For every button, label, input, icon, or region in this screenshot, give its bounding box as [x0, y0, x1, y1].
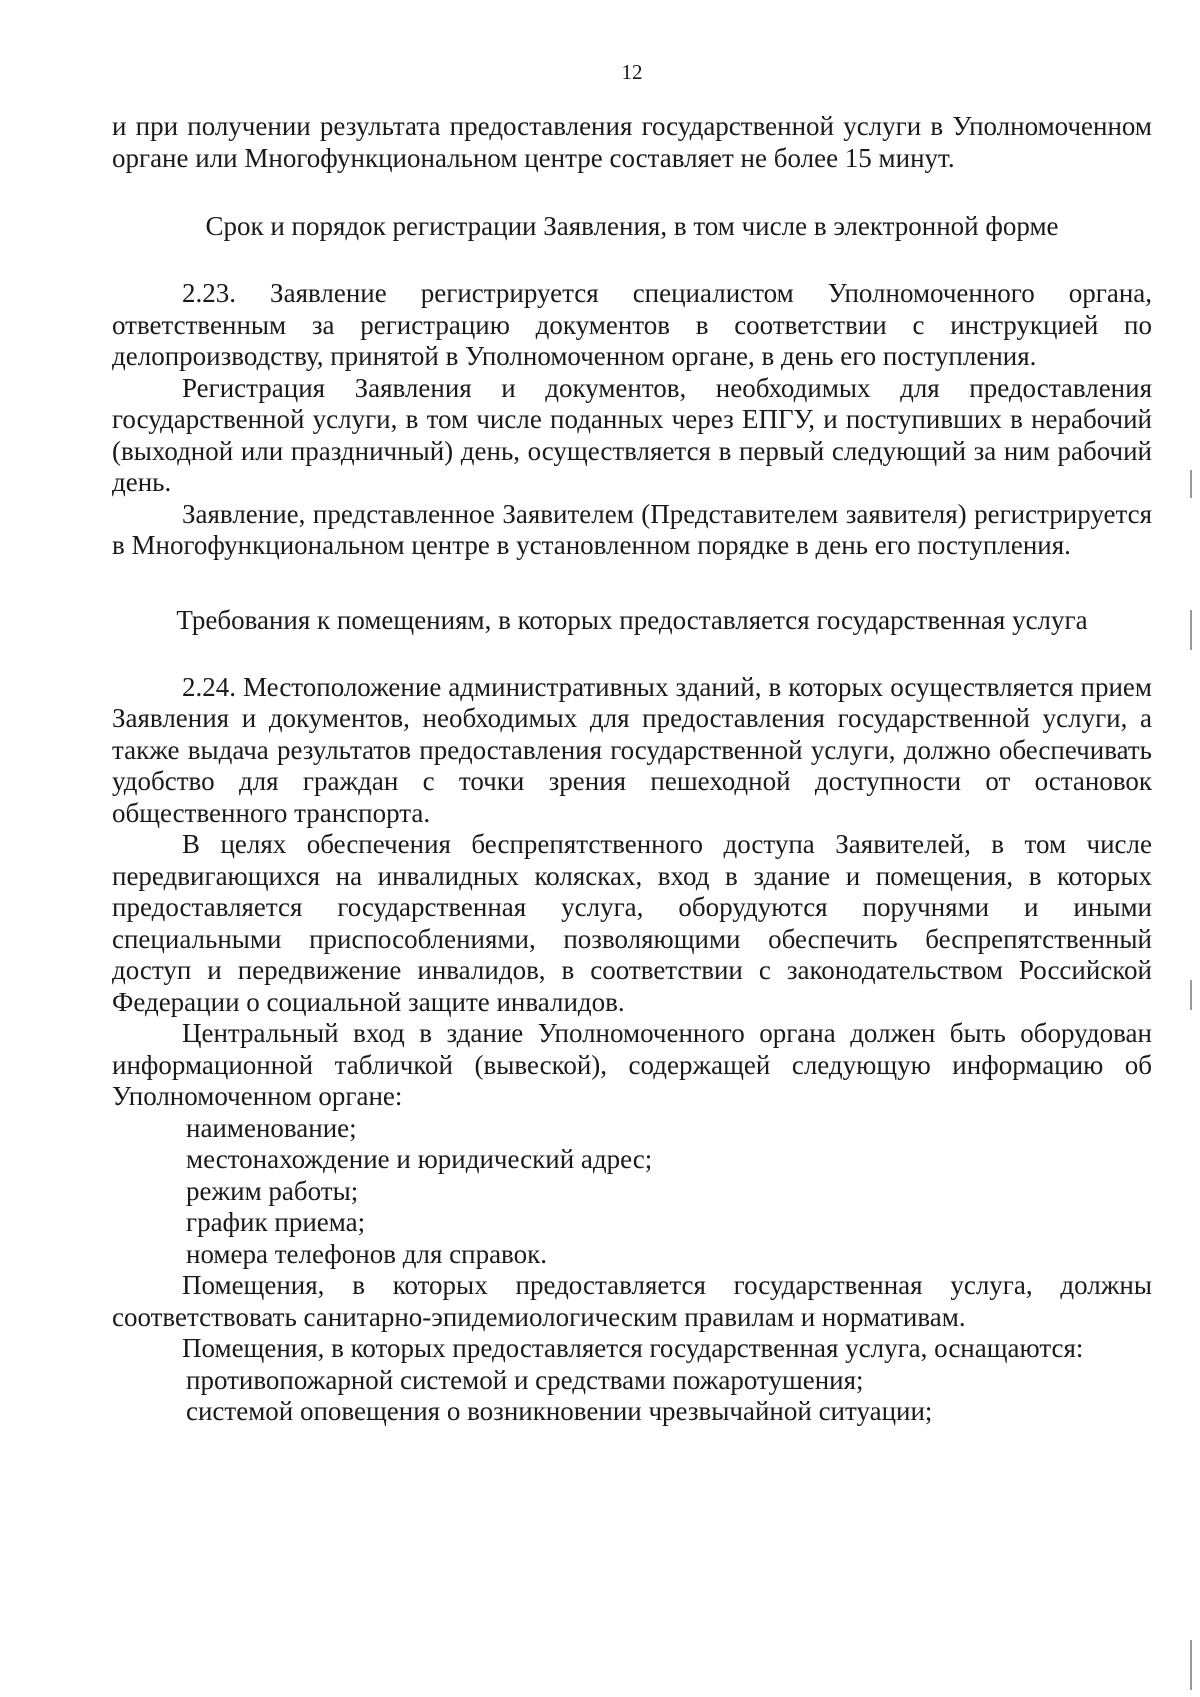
- list-item: наименование;: [186, 1112, 357, 1143]
- scan-edge-mark: [1190, 470, 1192, 498]
- paragraph-sanitary: Помещения, в которых предоставляется государственная услуга, должны соответствовать санитарно-эпидемиологическим правилам и нормативам.: [112, 1270, 1152, 1332]
- page-content: [112, 60, 1152, 1428]
- page-number: 12: [621, 60, 643, 84]
- paragraph-accessibility: В целях обеспечения беспрепятственного доступа Заявителей, в том числе передвигающихся на инвалидных колясках, вход в здание и помещения, в которых предоставляется государственная услуга, оборудуются поручнями и иными специальными приспособлениями, позволяющими обеспечить беспрепятственный доступ и передвижение инвалидов, в соответствии с законодательством Российской Федерации о социальной защите инвалидов.: [112, 829, 1152, 1017]
- paragraph-central-entrance: Центральный вход в здание Уполномоченного органа должен быть оборудован информационной табличкой (вывеской), содержащей следующую информацию об Уполномоченном органе:: [112, 1018, 1152, 1111]
- scan-edge-mark: [1190, 980, 1192, 1010]
- scan-edge-mark: [1190, 1640, 1192, 1690]
- list-item: системой оповещения о возникновении чрезвычайной ситуации;: [186, 1396, 933, 1426]
- section-heading-registration: Срок и порядок регистрации Заявления, в том числе в электронной форме: [205, 211, 1059, 241]
- paragraph-mfc-registration: Заявление, представленное Заявителем (Представителем заявителя) регистрируется в Многофункциональном центре в установленном порядке в день его поступления.: [112, 498, 1152, 560]
- list-item: график приема;: [186, 1207, 366, 1237]
- list-item: режим работы;: [186, 1175, 359, 1206]
- paragraph-2-23: 2.23. Заявление регистрируется специалистом Уполномоченного органа, ответственным за регистрацию документов в соответствии с инструкцией по делопроизводству, принятой в Уполномоченном органе, в день его поступления.: [112, 278, 1152, 371]
- paragraph-equipped: Помещения, в которых предоставляется государственная услуга, оснащаются:: [182, 1333, 1084, 1363]
- paragraph-2-24: 2.24. Местоположение административных зданий, в которых осуществляется прием Заявления и документов, необходимых для предоставления государственной услуги, а также выдача результатов предоставления государственной услуги, должно обеспечивать удобство для граждан с точки зрения пешеходной доступности от остановок общественного транспорта.: [112, 671, 1152, 828]
- list-item: противопожарной системой и средствами пожаротушения;: [186, 1364, 864, 1395]
- paragraph-registration-docs: Регистрация Заявления и документов, необходимых для предоставления государственной услуги, в том числе поданных через ЕПГУ, и поступивших в нерабочий (выходной или праздничный) день, осуществляется в первый следующий за ним рабочий день.: [112, 372, 1152, 497]
- list-item: местонахождение и юридический адрес;: [186, 1144, 653, 1174]
- scan-edge-mark: [1190, 610, 1192, 650]
- intro-paragraph: и при получении результата предоставления государственной услуги в Уполномоченном органе или Многофункциональном центре составляет не более 15 минут.: [112, 111, 1152, 173]
- list-item: номера телефонов для справок.: [186, 1238, 547, 1269]
- section-heading-premises: Требования к помещениям, в которых предоставляется государственная услуга: [176, 604, 1088, 635]
